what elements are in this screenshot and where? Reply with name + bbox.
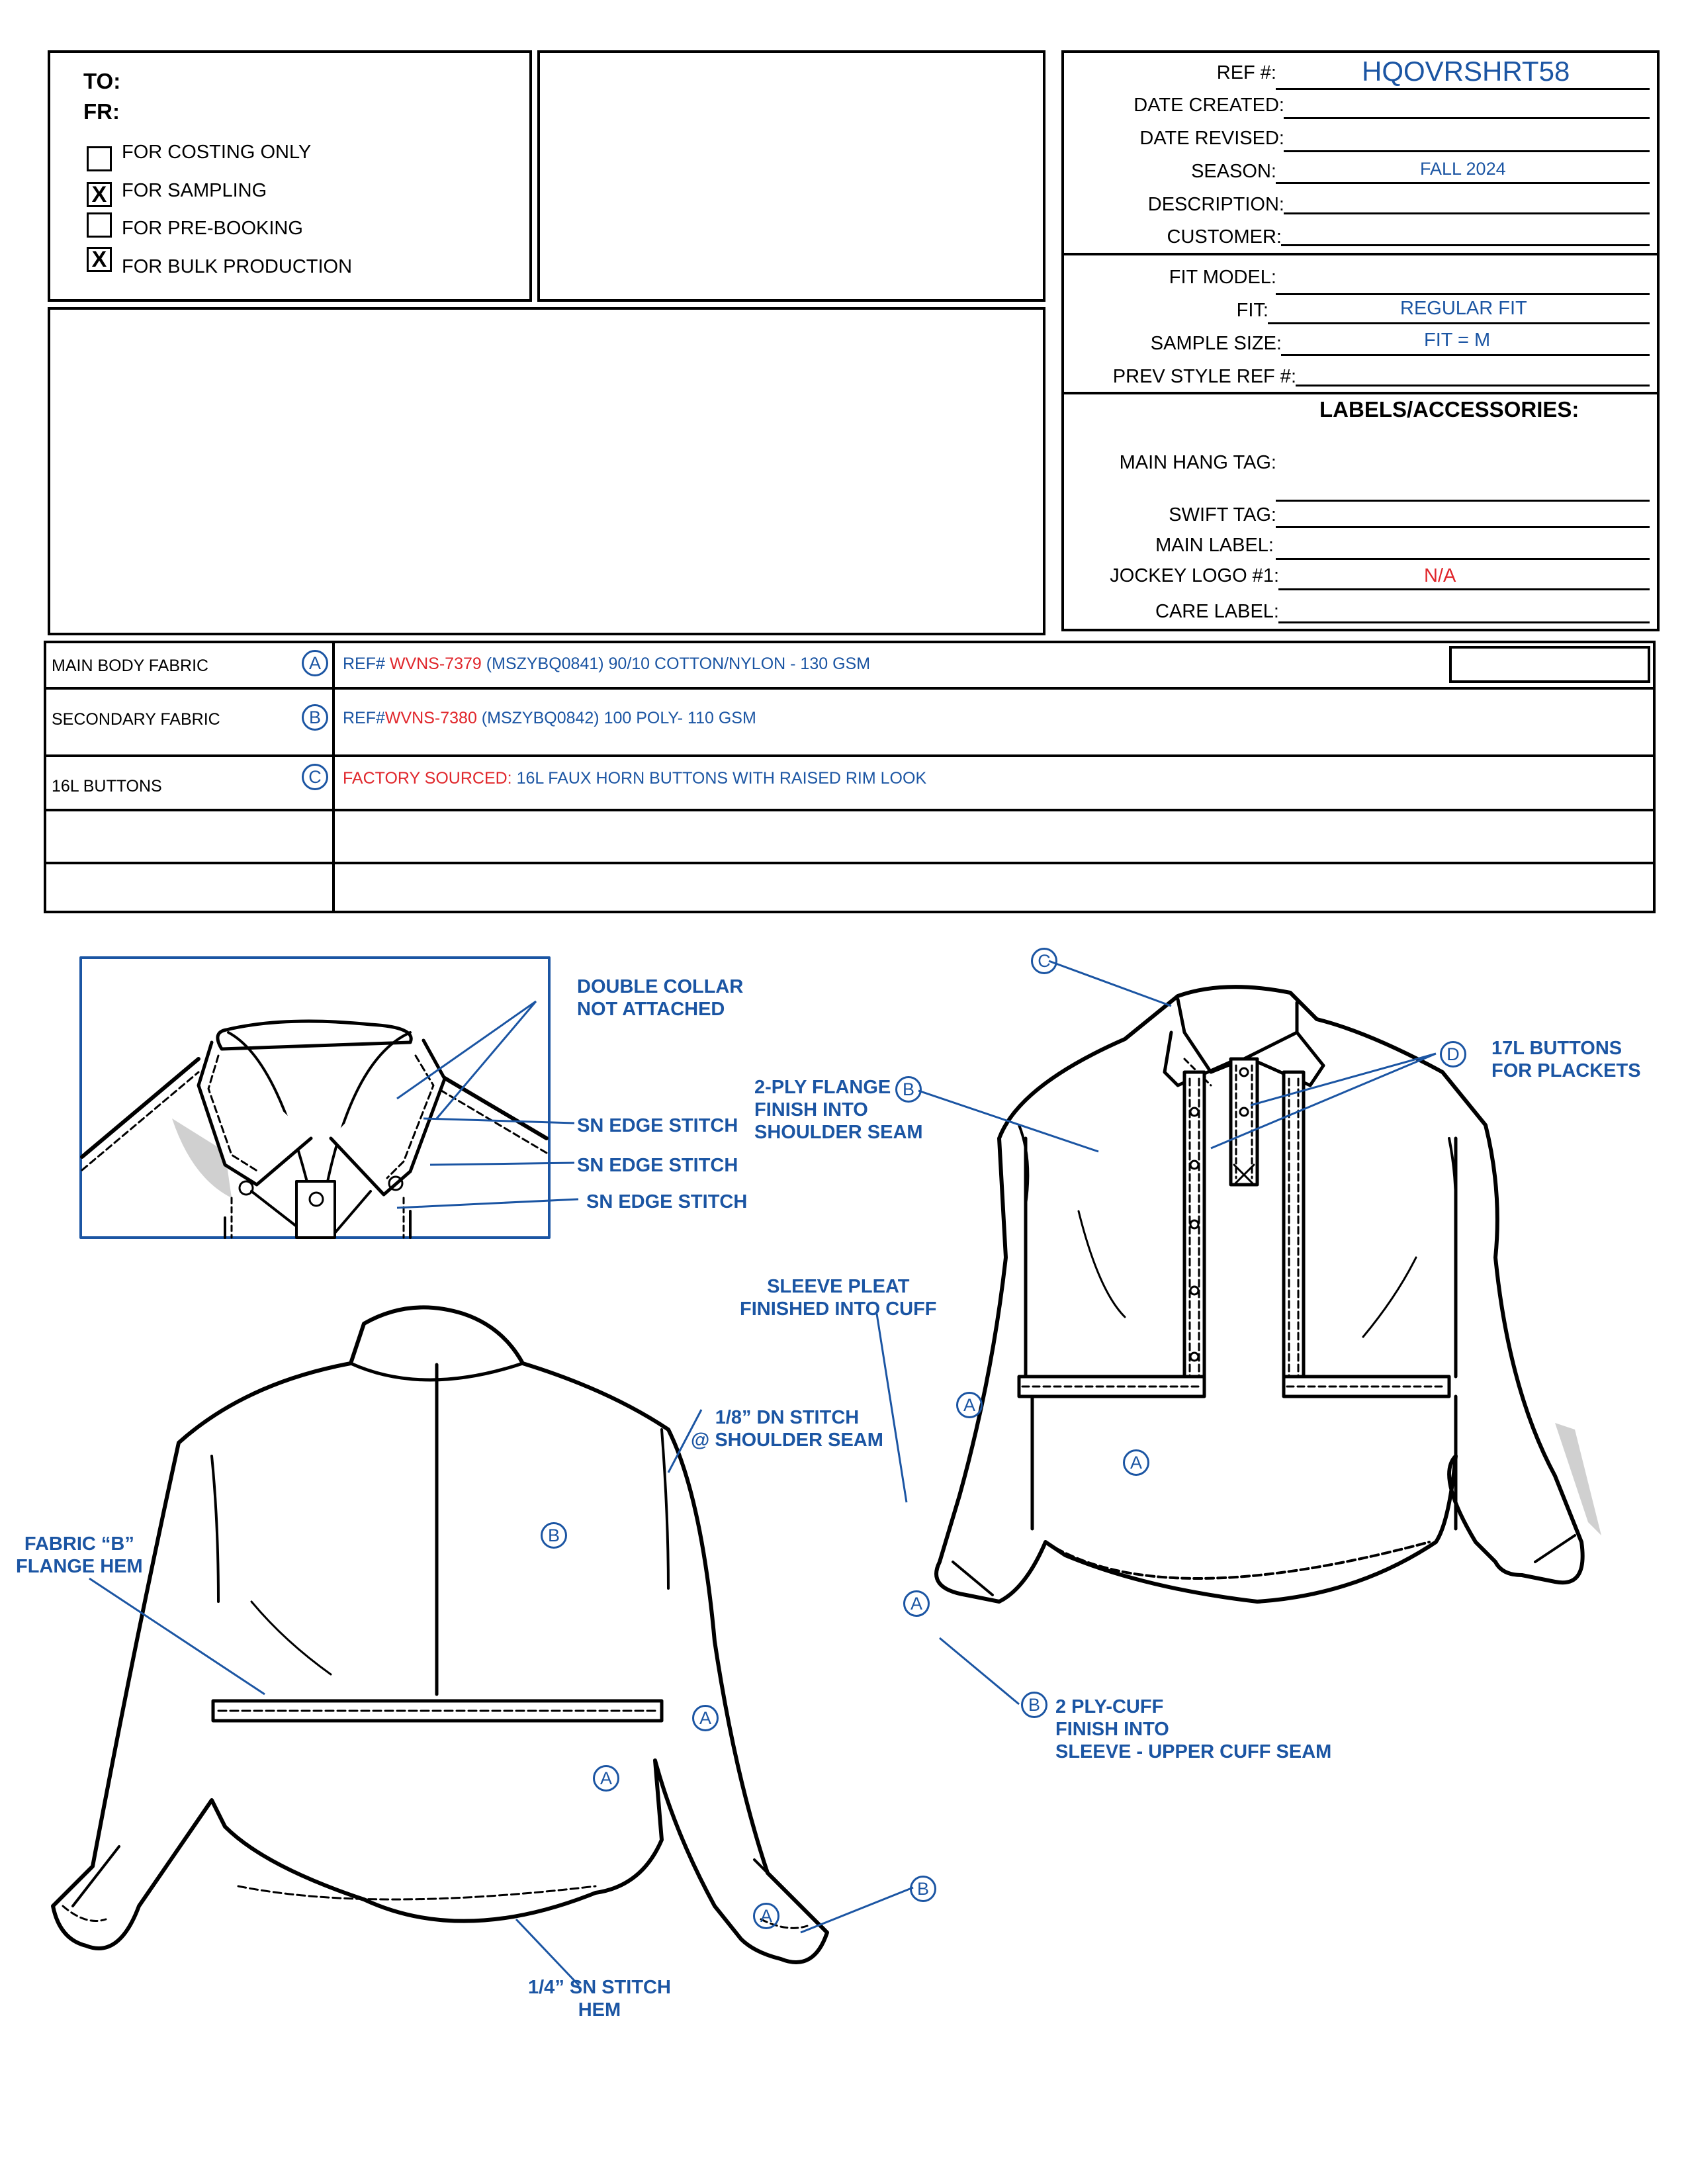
to-label: TO:	[83, 69, 121, 93]
back-view-sketch	[53, 1307, 827, 1962]
callout-sn-edge-1: SN EDGE STITCH	[577, 1115, 738, 1136]
date-revised-label: DATE REVISED:	[1139, 128, 1284, 149]
marker-c-front: C	[1031, 948, 1057, 974]
fabric-row-2-code: B	[302, 704, 328, 731]
marker-a-front-sleeve: A	[956, 1392, 983, 1418]
checkbox-costing-label: FOR COSTING ONLY	[122, 142, 312, 163]
callout-flange-finish: 2-PLY FLANGE FINISH INTO SHOULDER SEAM	[754, 1077, 923, 1143]
fabric-row-2-name: SECONDARY FABRIC	[52, 710, 220, 729]
fabric-row-2-ref-prefix: REF#	[343, 709, 385, 727]
marker-a-back-cuff: A	[753, 1903, 779, 1929]
marker-a-back-body: A	[593, 1765, 619, 1792]
callout-sn-edge-2: SN EDGE STITCH	[577, 1155, 738, 1176]
care-label-label: CARE LABEL:	[1155, 601, 1279, 622]
marker-b-flange: B	[895, 1076, 922, 1103]
customer-label: CUSTOMER:	[1167, 226, 1282, 248]
callout-17l-buttons: 17L BUTTONS FOR PLACKETS	[1491, 1038, 1641, 1081]
checkbox-bulk[interactable]: X	[87, 247, 112, 272]
marker-a-front-cuff: A	[903, 1590, 930, 1617]
checkbox-bulk-label: FOR BULK PRODUCTION	[122, 256, 353, 277]
checkbox-sampling[interactable]: X	[87, 182, 112, 207]
fabric-row-1-ref-desc: (MSZYBQ0841) 90/10 COTTON/NYLON - 130 GSM	[481, 655, 871, 673]
marker-d-buttons: D	[1440, 1041, 1466, 1068]
checkbox-sampling-label: FOR SAMPLING	[122, 180, 267, 201]
fabric-row-2-ref-desc: (MSZYBQ0842) 100 POLY- 110 GSM	[476, 709, 756, 727]
marker-b-back-cuff: B	[910, 1876, 936, 1902]
marker-b-back-yoke: B	[541, 1522, 567, 1549]
description-label: DESCRIPTION:	[1147, 194, 1284, 215]
callout-sn-hem: 1/4” SN STITCH HEM	[528, 1977, 671, 2021]
callout-ply-cuff: 2 PLY-CUFF FINISH INTO SLEEVE - UPPER CUFF SEAM	[1055, 1696, 1332, 1762]
callout-double-collar: DOUBLE COLLAR NOT ATTACHED	[577, 976, 744, 1020]
fabric-row-1-ref-code: WVNS-7379	[384, 655, 482, 673]
prev-style-label: PREV STYLE REF #:	[1112, 366, 1296, 387]
callout-dn-stitch: 1/8” DN STITCH @ SHOULDER SEAM	[691, 1407, 883, 1451]
fit-value: REGULAR FIT	[1400, 298, 1527, 319]
sample-size-value: FIT = M	[1424, 330, 1491, 351]
callout-sleeve-pleat: SLEEVE PLEAT FINISHED INTO CUFF	[740, 1276, 937, 1320]
labels-accessories-title: LABELS/ACCESSORIES:	[1319, 397, 1579, 422]
swift-tag-label: SWIFT TAG:	[1169, 504, 1276, 525]
jockey-logo-label: JOCKEY LOGO #1:	[1110, 565, 1279, 586]
date-created-label: DATE CREATED:	[1133, 95, 1284, 116]
ref-value: HQOVRSHRT58	[1362, 56, 1570, 87]
season-label: SEASON:	[1191, 161, 1276, 182]
callout-fabric-b-hem: FABRIC “B” FLANGE HEM	[16, 1533, 143, 1577]
main-label-label: MAIN LABEL:	[1155, 535, 1274, 556]
fabric-row-1-name: MAIN BODY FABRIC	[52, 657, 209, 675]
ref-label: REF #:	[1216, 62, 1276, 83]
fr-label: FR:	[83, 99, 120, 124]
marker-b-front-cuff: B	[1021, 1692, 1047, 1718]
fabric-row-3-ref-desc: 16L FAUX HORN BUTTONS WITH RAISED RIM LOOK	[511, 769, 927, 788]
jockey-logo-value: N/A	[1424, 565, 1456, 586]
fabric-row-3-ref-code: FACTORY SOURCED:	[343, 769, 512, 788]
fabric-row-3-name: 16L BUTTONS	[52, 777, 162, 796]
callout-sn-edge-3: SN EDGE STITCH	[586, 1191, 748, 1212]
sample-size-label: SAMPLE SIZE:	[1150, 333, 1282, 354]
fabric-row-3-code: C	[302, 764, 328, 790]
main-hang-tag-label: MAIN HANG TAG:	[1119, 452, 1276, 473]
fabric-row-1-ref-prefix: REF#	[343, 655, 385, 673]
fit-label: FIT:	[1236, 300, 1268, 321]
season-value: FALL 2024	[1420, 159, 1506, 179]
fit-model-label: FIT MODEL:	[1169, 267, 1276, 288]
marker-a-front-body: A	[1123, 1449, 1149, 1476]
fabric-row-1-code: A	[302, 650, 328, 676]
checkbox-prebooking-label: FOR PRE-BOOKING	[122, 218, 303, 239]
fabric-row-2-ref-code: WVNS-7380	[384, 709, 477, 727]
marker-a-back-sleeve: A	[692, 1705, 719, 1731]
